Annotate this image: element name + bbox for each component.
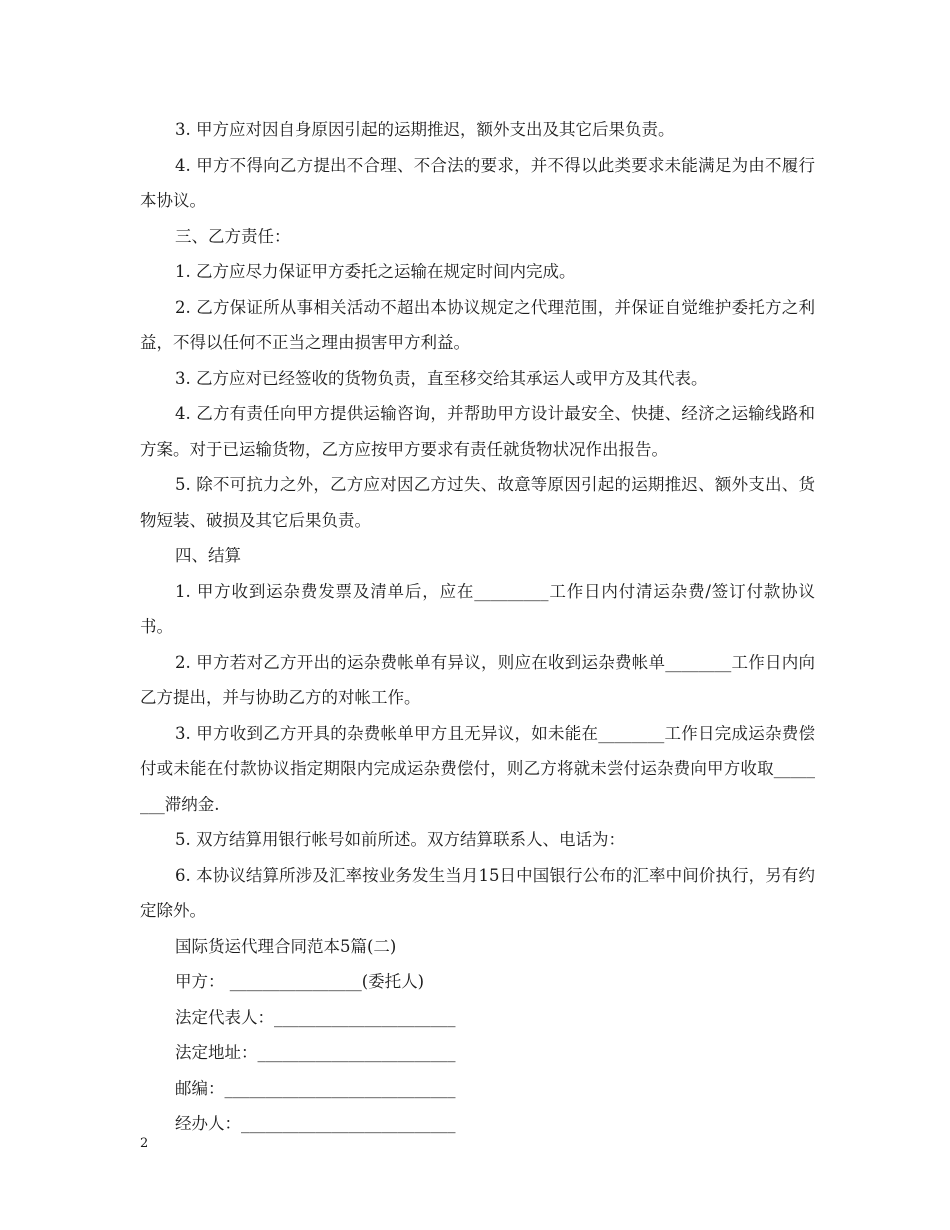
page-number: 2 [140, 1136, 149, 1151]
postcode-field: 邮编：____________________________ [175, 1078, 456, 1098]
contract-subtitle: 国际货运代理合同范本5篇(二) [175, 936, 397, 956]
paragraph: 3. 甲方应对因自身原因引起的运期推迟，额外支出及其它后果负责。 [175, 120, 675, 139]
paragraph: 1. 乙方应尽力保证甲方委托之运输在规定时间内完成。 [175, 262, 576, 281]
paragraph: 3. 乙方应对已经签收的货物负责，直至移交给其承运人或甲方及其代表。 [175, 368, 708, 388]
paragraph: 6. 本协议结算所涉及汇率按业务发生当月15日中国银行公布的汇率中间价执行，另有约定除外。 [140, 865, 815, 920]
paragraph: 5. 除不可抗力之外，乙方应对因乙方过失、故意等原因引起的运期推迟、额外支出、货物短装、破损及其它后果负责。 [140, 475, 815, 530]
paragraph: 4. 甲方不得向乙方提出不合理、不合法的要求，并不得以此类要求未能满足为由不履行本协议。 [140, 155, 815, 210]
paragraph: 2. 甲方若对乙方开出的运杂费帐单有异议，则应在收到运杂费帐单________工作日内向乙方提出，并与协助乙方的对帐工作。 [140, 652, 815, 707]
legal-representative-field: 法定代表人：______________________ [175, 1007, 456, 1027]
paragraph: 3. 甲方收到乙方开具的杂费帐单甲方且无异议，如未能在________工作日完成运杂费偿付或未能在付款协议指定期限内完成运杂费偿付，则乙方将就未尝付运杂费向甲方收取________滞纳金. [140, 723, 815, 814]
legal-address-field: 法定地址：________________________ [175, 1043, 456, 1062]
paragraph: 4. 乙方有责任向甲方提供运输咨询，并帮助甲方设计最安全、快捷、经济之运输线路和方案。对于已运输货物，乙方应按甲方要求有责任就货物状况作出报告。 [140, 404, 815, 459]
handler-field: 经办人：__________________________ [175, 1114, 456, 1133]
paragraph: 5. 双方结算用银行帐号如前所述。双方结算联系人、电话为： [175, 830, 625, 849]
paragraph: 1. 甲方收到运杂费发票及清单后，应在_________工作日内付清运杂费/签订付款协议书。 [140, 581, 815, 636]
document-body [140, 112, 815, 1142]
party-a-field: 甲方： ________________(委托人) [175, 972, 425, 991]
section-heading: 三、乙方责任： [175, 226, 291, 246]
section-heading: 四、结算 [175, 546, 241, 565]
paragraph: 2. 乙方保证所从事相关活动不超出本协议规定之代理范围，并保证自觉维护委托方之利益，不得以任何不正当之理由损害甲方利益。 [140, 297, 815, 352]
